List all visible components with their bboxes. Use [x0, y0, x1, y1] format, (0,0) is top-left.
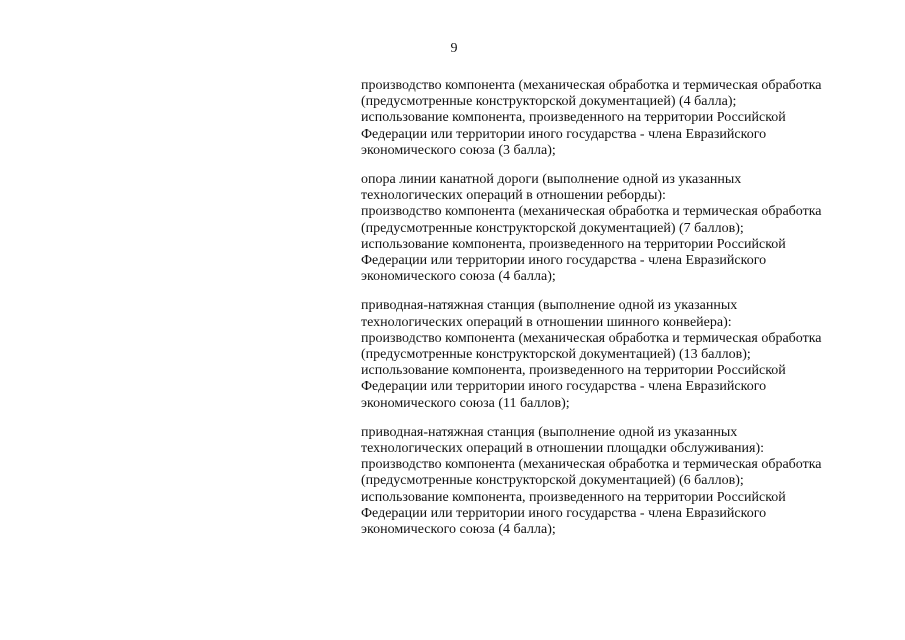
text-line: экономического союза (4 балла); [361, 269, 556, 285]
text-line: Федерации или территории иного государства - члена Евразийского [361, 253, 767, 269]
text-line: экономического союза (11 баллов); [361, 395, 570, 411]
text-line: Федерации или территории иного государства - члена Евразийского [361, 126, 767, 142]
paragraph-block-1 [361, 78, 881, 159]
text-line: использование компонента, произведенного на территории Российской [361, 236, 786, 252]
text-line: производство компонента (механическая обработка и термическая обработка [361, 78, 822, 93]
text-line: технологических операций в отношении площадки обслуживания): [361, 441, 764, 457]
text-line: использование компонента, произведенного на территории Российской [361, 110, 786, 126]
paragraph-block-2 [361, 172, 881, 285]
text-line: опора линии канатной дороги (выполнение одной из указанных [361, 172, 742, 188]
text-line: технологических операций в отношении реборды): [361, 188, 666, 204]
text-line: (предусмотренные конструкторской документацией) (4 балла); [361, 94, 737, 110]
text-line: экономического союза (3 балла); [361, 142, 556, 158]
paragraph-block-4 [361, 425, 881, 538]
text-line: (предусмотренные конструкторской документацией) (7 баллов); [361, 220, 744, 236]
document-body [361, 78, 881, 551]
text-line: приводная-натяжная станция (выполнение одной из указанных [361, 424, 738, 440]
text-line: производство компонента (механическая обработка и термическая обработка [361, 330, 822, 346]
text-line: производство компонента (механическая обработка и термическая обработка [361, 457, 822, 473]
text-line: (предусмотренные конструкторской документацией) (13 баллов); [361, 347, 751, 363]
text-line: использование компонента, произведенного на территории Российской [361, 363, 786, 379]
text-line: технологических операций в отношении шинного конвейера): [361, 314, 732, 330]
text-line: приводная-натяжная станция (выполнение одной из указанных [361, 298, 738, 314]
text-line: Федерации или территории иного государства - члена Евразийского [361, 379, 767, 395]
text-line: Федерации или территории иного государства - члена Евразийского [361, 505, 767, 521]
paragraph-block-3 [361, 298, 881, 411]
page-number: 9 [450, 41, 458, 56]
text-line: производство компонента (механическая обработка и термическая обработка [361, 204, 822, 220]
text-line: использование компонента, произведенного на территории Российской [361, 489, 786, 505]
text-line: экономического союза (4 балла); [361, 522, 556, 538]
text-line: (предусмотренные конструкторской документацией) (6 баллов); [361, 473, 744, 489]
